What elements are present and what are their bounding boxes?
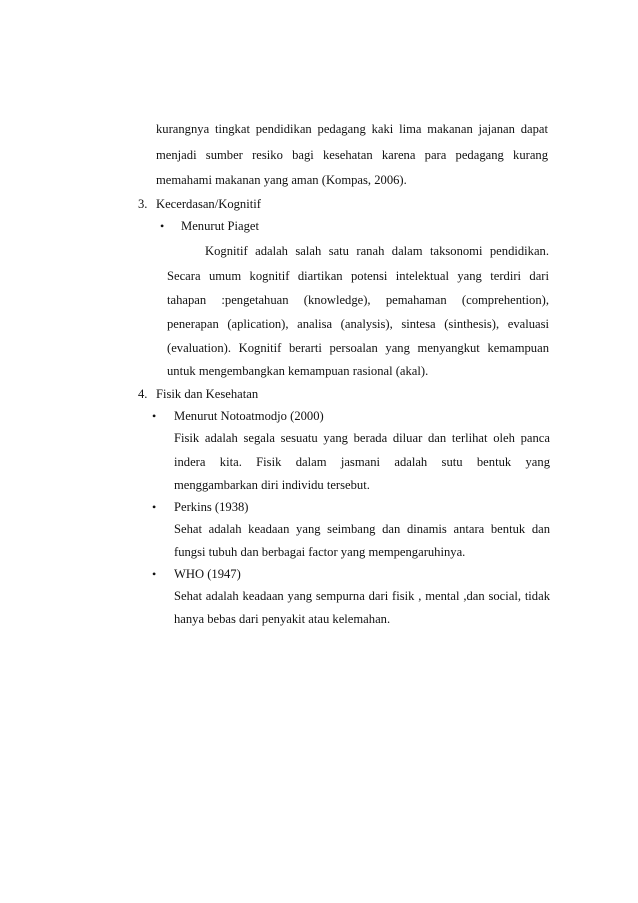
section-4-bullet-3-line-1: Sehat adalah keadaan yang sempurna dari fisik , mental ,dan social, tidak <box>174 589 550 603</box>
bullet-icon: • <box>152 567 157 581</box>
section-3-title: Kecerdasan/Kognitif <box>156 197 261 211</box>
intro-line-1: kurangnya tingkat pendidikan pedagang kaki lima makanan jajanan dapat <box>156 122 548 136</box>
section-3-bullet-1-line-1: Kognitif adalah salah satu ranah dalam taksonomi pendidikan. <box>205 244 549 258</box>
section-4-title: Fisik dan Kesehatan <box>156 387 259 401</box>
section-4-bullet-2-line-2: fungsi tubuh dan berbagai factor yang mempengaruhinya. <box>174 545 466 559</box>
section-3-bullet-1-line-6: untuk mengembangkan kemampuan rasional (akal). <box>167 364 429 378</box>
section-4-bullet-1-line-1: Fisik adalah segala sesuatu yang berada diluar dan terlihat oleh panca <box>174 431 550 445</box>
intro-line-3: memahami makanan yang aman (Kompas, 2006). <box>156 173 407 187</box>
section-3-bullet-1-line-4: penerapan (aplication), analisa (analysis), sintesa (sinthesis), evaluasi <box>167 317 549 331</box>
section-4-bullet-3-heading: WHO (1947) <box>174 567 241 581</box>
section-4-bullet-2-line-1: Sehat adalah keadaan yang seimbang dan dinamis antara bentuk dan <box>174 522 550 536</box>
section-3-number: 3. <box>138 197 148 211</box>
section-3-bullet-1-heading: Menurut Piaget <box>181 219 259 233</box>
bullet-icon: • <box>152 409 157 423</box>
intro-line-2: menjadi sumber resiko bagi kesehatan karena para pedagang kurang <box>156 148 548 162</box>
bullet-icon: • <box>152 500 157 514</box>
section-4-bullet-1-heading: Menurut Notoatmodjo (2000) <box>174 409 324 423</box>
section-3-bullet-1-line-3: tahapan :pengetahuan (knowledge), pemahaman (comprehention), <box>167 293 549 307</box>
section-3-bullet-1-line-5: (evaluation). Kognitif berarti persoalan yang menyangkut kemampuan <box>167 341 549 355</box>
section-4-bullet-3-line-2: hanya bebas dari penyakit atau kelemahan. <box>174 612 391 626</box>
section-3-bullet-1-line-2: Secara umum kognitif diartikan potensi intelektual yang terdiri dari <box>167 269 549 283</box>
section-4-bullet-2-heading: Perkins (1938) <box>174 500 249 514</box>
section-4-number: 4. <box>138 387 148 401</box>
section-4-bullet-1-line-2: indera kita. Fisik dalam jasmani adalah sutu bentuk yang <box>174 455 550 469</box>
section-4-bullet-1-line-3: menggambarkan diri individu tersebut. <box>174 478 370 492</box>
bullet-icon: • <box>160 219 165 233</box>
